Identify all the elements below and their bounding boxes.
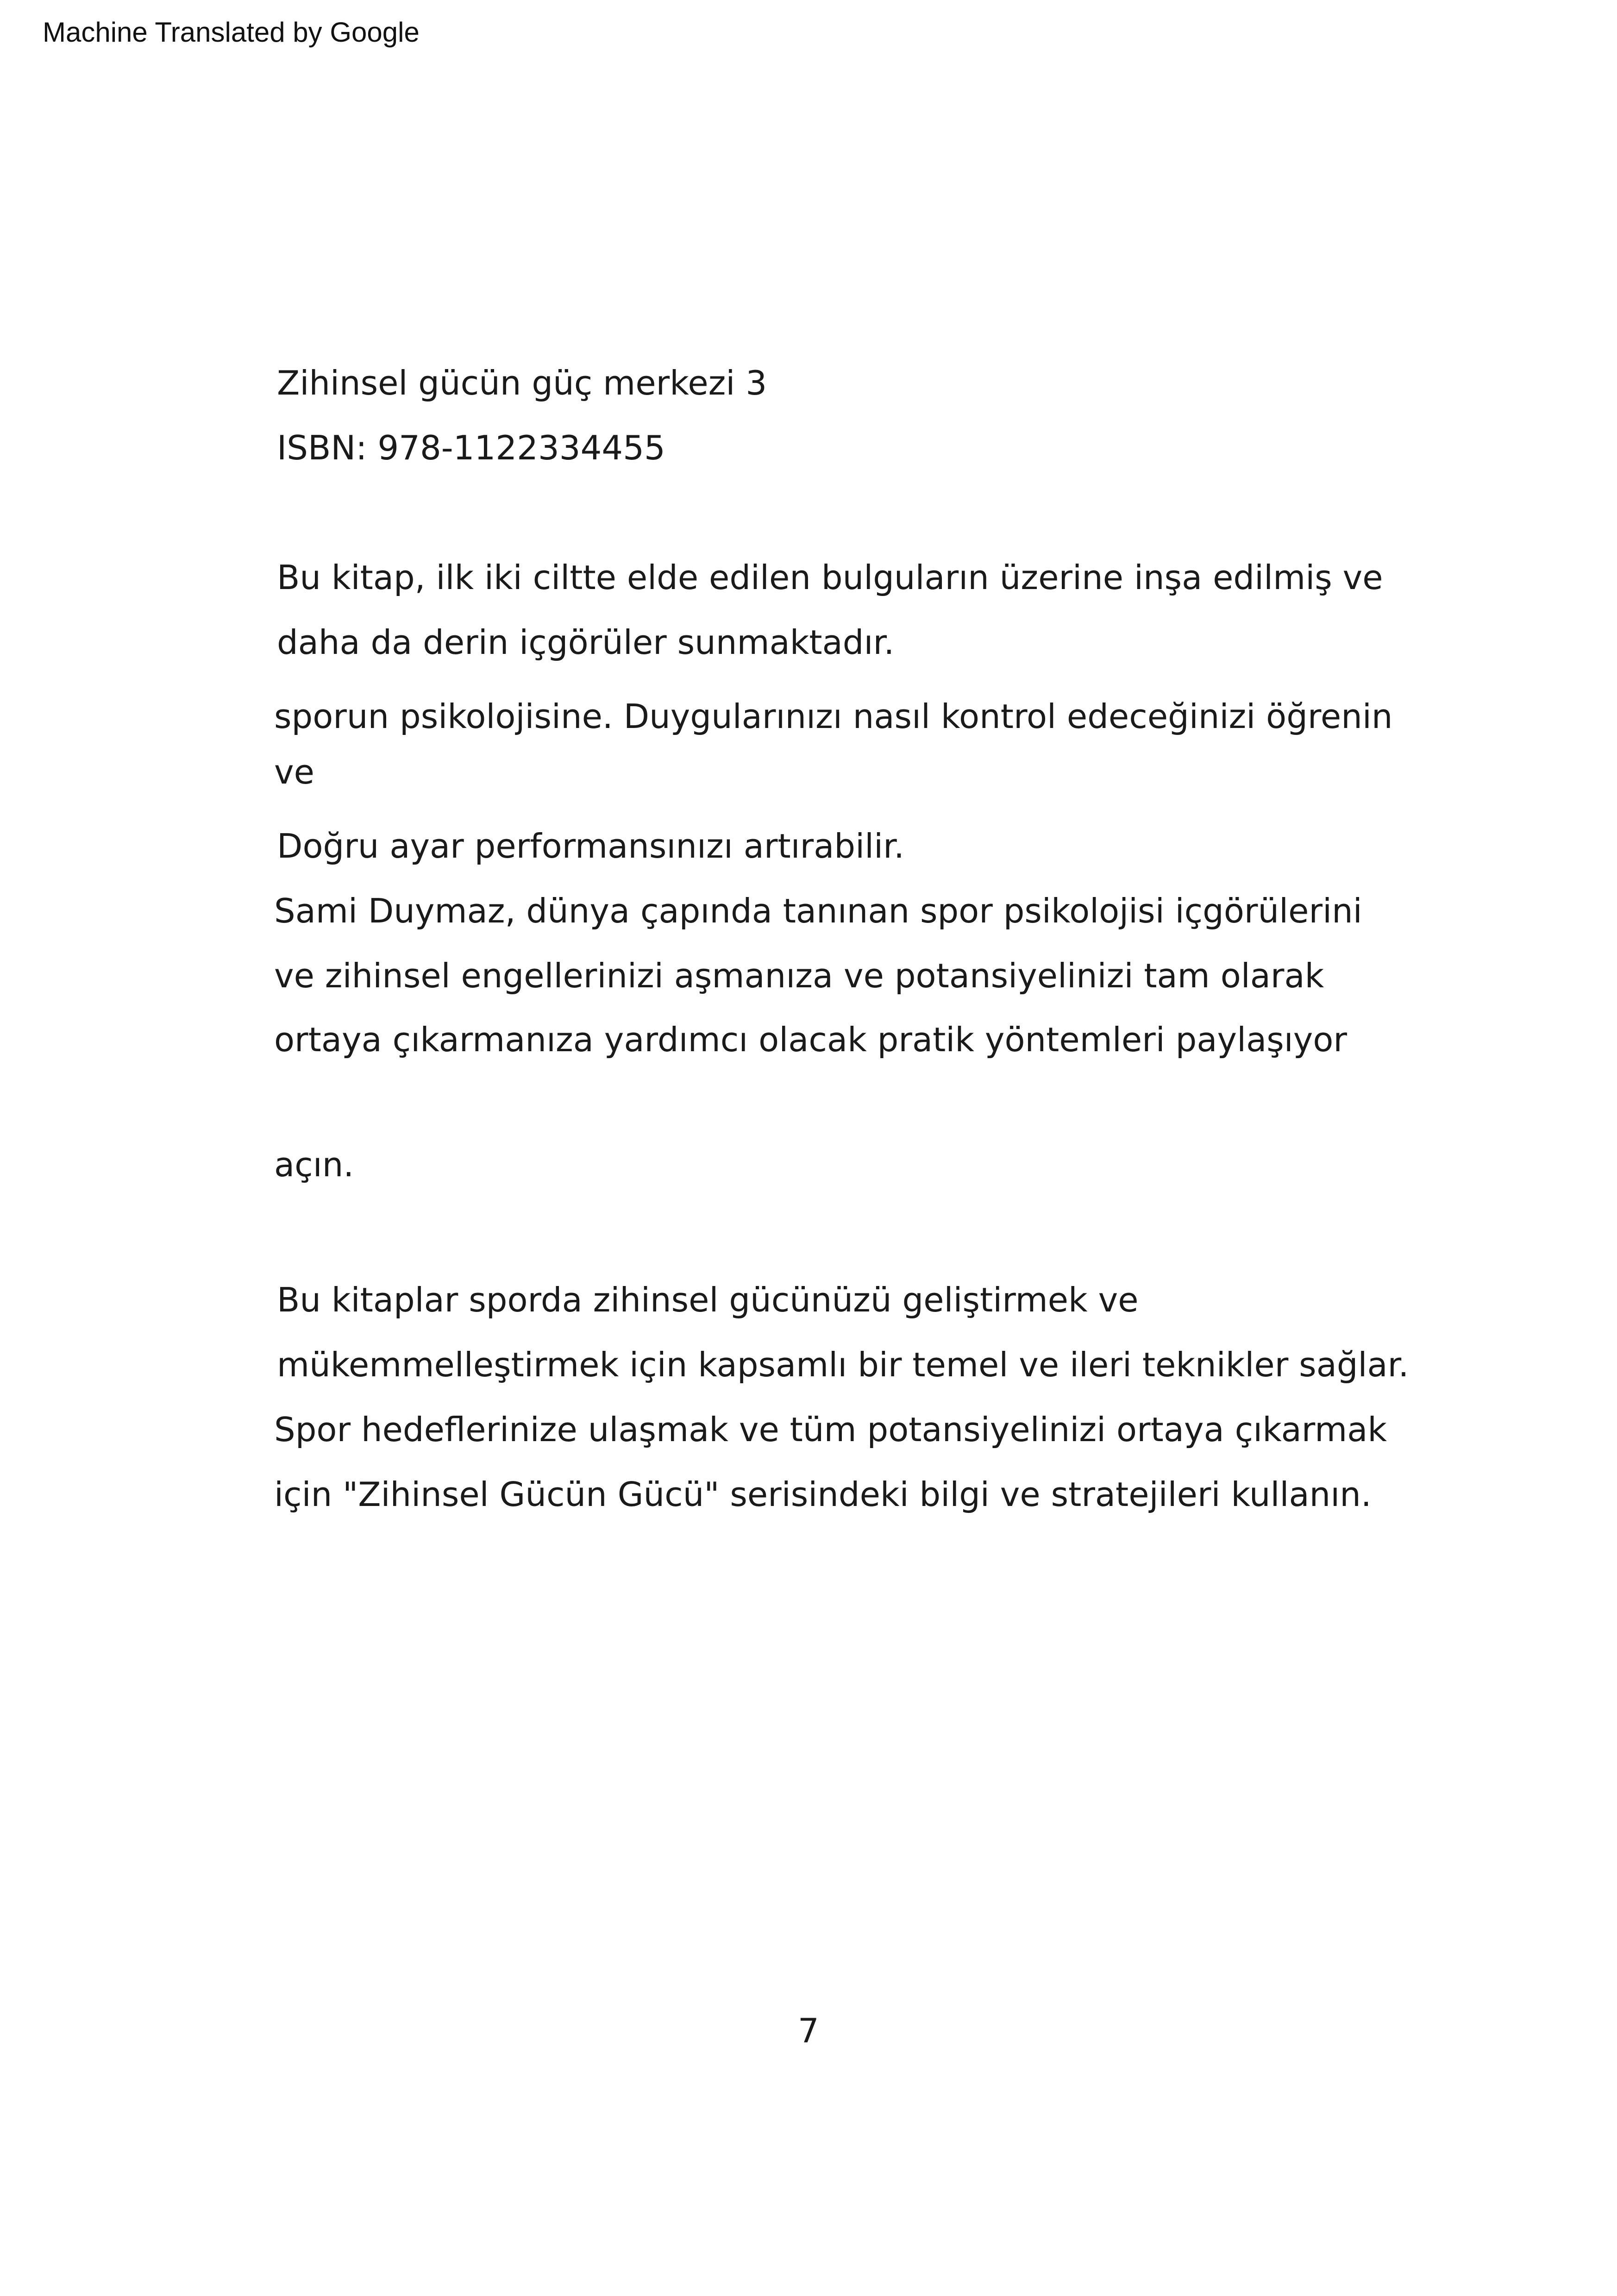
paragraph-line: açın. bbox=[274, 1145, 354, 1184]
book-isbn: ISBN: 978-1122334455 bbox=[277, 428, 665, 467]
paragraph-line: ve zihinsel engellerinizi aşmanıza ve potansiyelinizi tam olarak bbox=[274, 956, 1324, 995]
paragraph-line: Sami Duymaz, dünya çapında tanınan spor psikolojisi içgörülerini bbox=[274, 891, 1362, 930]
paragraph-line: Bu kitap, ilk iki ciltte elde edilen bulguların üzerine inşa edilmiş ve bbox=[277, 558, 1383, 597]
paragraph-line: mükemmelleştirmek için kapsamlı bir temel ve ileri teknikler sağlar. bbox=[277, 1345, 1409, 1384]
paragraph-line: için "Zihinsel Gücün Gücü" serisindeki bilgi ve stratejileri kullanın. bbox=[274, 1475, 1372, 1514]
machine-translation-watermark: Machine Translated by Google bbox=[43, 17, 420, 48]
paragraph-line: Bu kitaplar sporda zihinsel gücünüzü geliştirmek ve bbox=[277, 1280, 1139, 1319]
paragraph-line: daha da derin içgörüler sunmaktadır. bbox=[277, 623, 895, 662]
book-title: Zihinsel gücün güç merkezi 3 bbox=[277, 364, 767, 402]
paragraph-line: ortaya çıkarmanıza yardımcı olacak pratik yöntemleri paylaşıyor bbox=[274, 1020, 1347, 1059]
paragraph-line: Spor hedeflerinize ulaşmak ve tüm potansiyelinizi ortaya çıkarmak bbox=[274, 1410, 1387, 1449]
page-number: 7 bbox=[798, 2011, 819, 2050]
paragraph-line: Doğru ayar performansınızı artırabilir. bbox=[277, 827, 904, 866]
paragraph-line: sporun psikolojisine. Duygularınızı nasıl kontrol edeceğinizi öğrenin bbox=[274, 697, 1393, 736]
paragraph-line: ve bbox=[274, 753, 314, 791]
